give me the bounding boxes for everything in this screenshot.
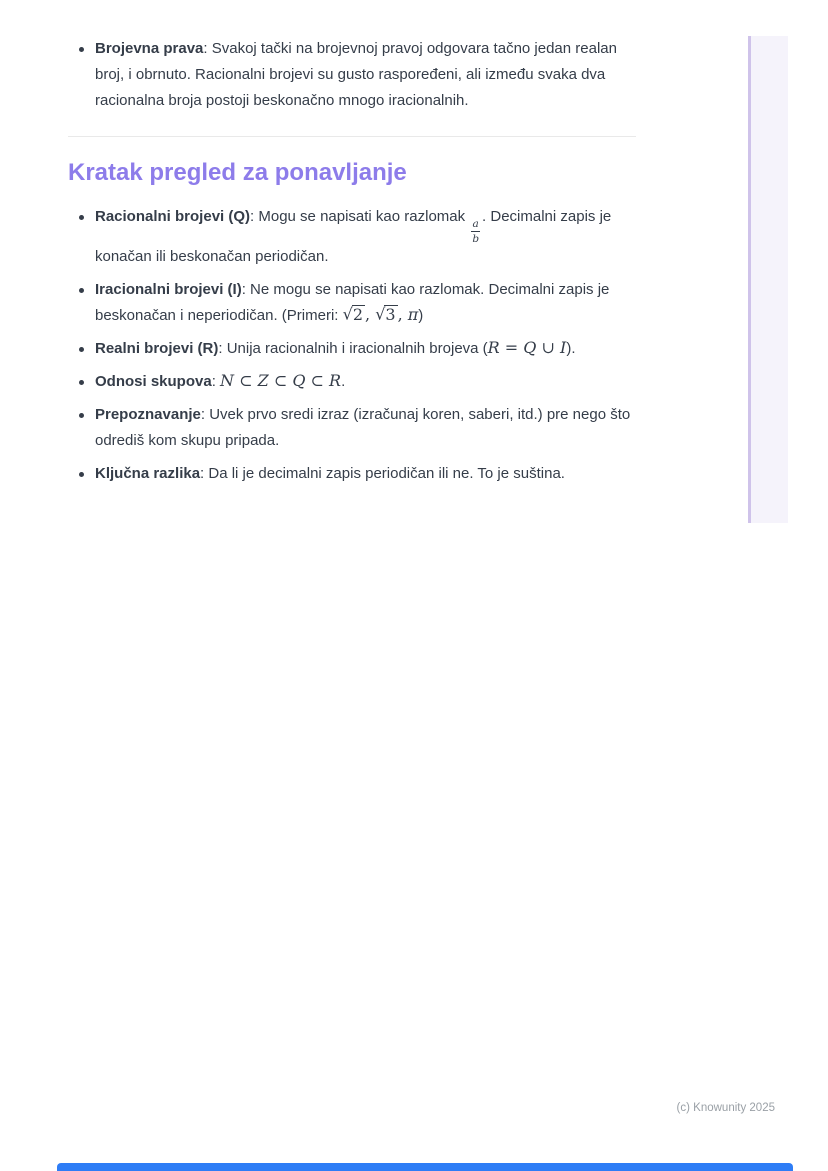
text-run: : Unija racionalnih i iracionalnih brojeva ( [218,340,488,357]
list-item [68,402,640,454]
term-label: Iracionalni brojevi (I) [95,281,242,298]
math-variable: I [560,338,567,357]
list-item [68,461,640,487]
math-variable: R [487,338,500,357]
text-run: . Decimalni zapis je konačan ili beskonačan periodičan. [95,208,612,265]
radicand: 3 [385,305,396,324]
text-run: : [211,373,221,390]
page-edge-highlight-strip [748,36,788,523]
text-run: : Svakoj tački na brojevnoj pravoj odgovara tačno jedan realan broj, i obrnuto. Racionalni brojevi su gusto raspoređeni, ali između svaka dva racionalna broja postoji beskonačno mnogo iracionalnih. [95,40,617,109]
review-list [68,188,640,487]
math-variable: R [329,371,342,390]
term-label: Racionalni brojevi (Q) [95,208,251,225]
list-item [68,369,640,395]
fraction-denominator: b [472,232,480,245]
text-run: : Da li je decimalni zapis periodičan ili ne. To je suština. [200,465,565,482]
math-operator: ⊂ [268,371,293,390]
text-run: : Uvek prvo sredi izraz (izračunaj koren, saberi, itd.) pre nego što odrediš kom skupu pripada. [95,406,631,449]
next-page-edge-bar [57,1163,793,1171]
math-operator: , [397,305,408,324]
list-item [68,277,640,329]
text-run: ) [418,307,424,324]
term-label: Realni brojevi (R) [95,340,219,357]
term-label: Ključna razlika [95,465,201,482]
math-variable: Q [292,371,306,390]
list-item [68,204,640,270]
fraction [471,219,480,244]
math-variable: Q [523,338,537,357]
section-heading: Kratak pregled za ponavljanje [68,159,407,186]
text-run: . [341,373,346,390]
math-operator: ⊂ [234,371,258,390]
math-variable: π [407,305,419,324]
list-item [68,36,640,114]
radicand: 2 [352,305,364,324]
text-run: : Mogu se napisati kao razlomak [250,208,470,225]
text-run: : Ne mogu se napisati kao razlomak. Decimalni zapis je beskonačan i neperiodičan. (Primeri: [95,281,610,324]
page-content [68,0,640,494]
text-run: ). [566,340,576,357]
list-item [68,336,640,362]
term-label: Brojevna prava [95,40,204,57]
term-label: Odnosi skupova [95,373,212,390]
math-variable: Z [257,371,269,390]
section-divider [68,136,636,137]
math-variable: N [220,371,235,390]
math-operator: ⊂ [305,371,330,390]
math-operator: = [499,338,524,357]
fraction-numerator: a [472,218,479,230]
math-operator: ∪ [536,338,560,357]
intro-list [68,0,640,114]
term-label: Prepoznavanje [95,406,201,423]
math-operator: , [365,305,376,324]
copyright-footer: (c) Knowunity 2025 [676,1102,775,1114]
square-root: √2 [342,304,364,324]
square-root: √3 [375,304,396,324]
